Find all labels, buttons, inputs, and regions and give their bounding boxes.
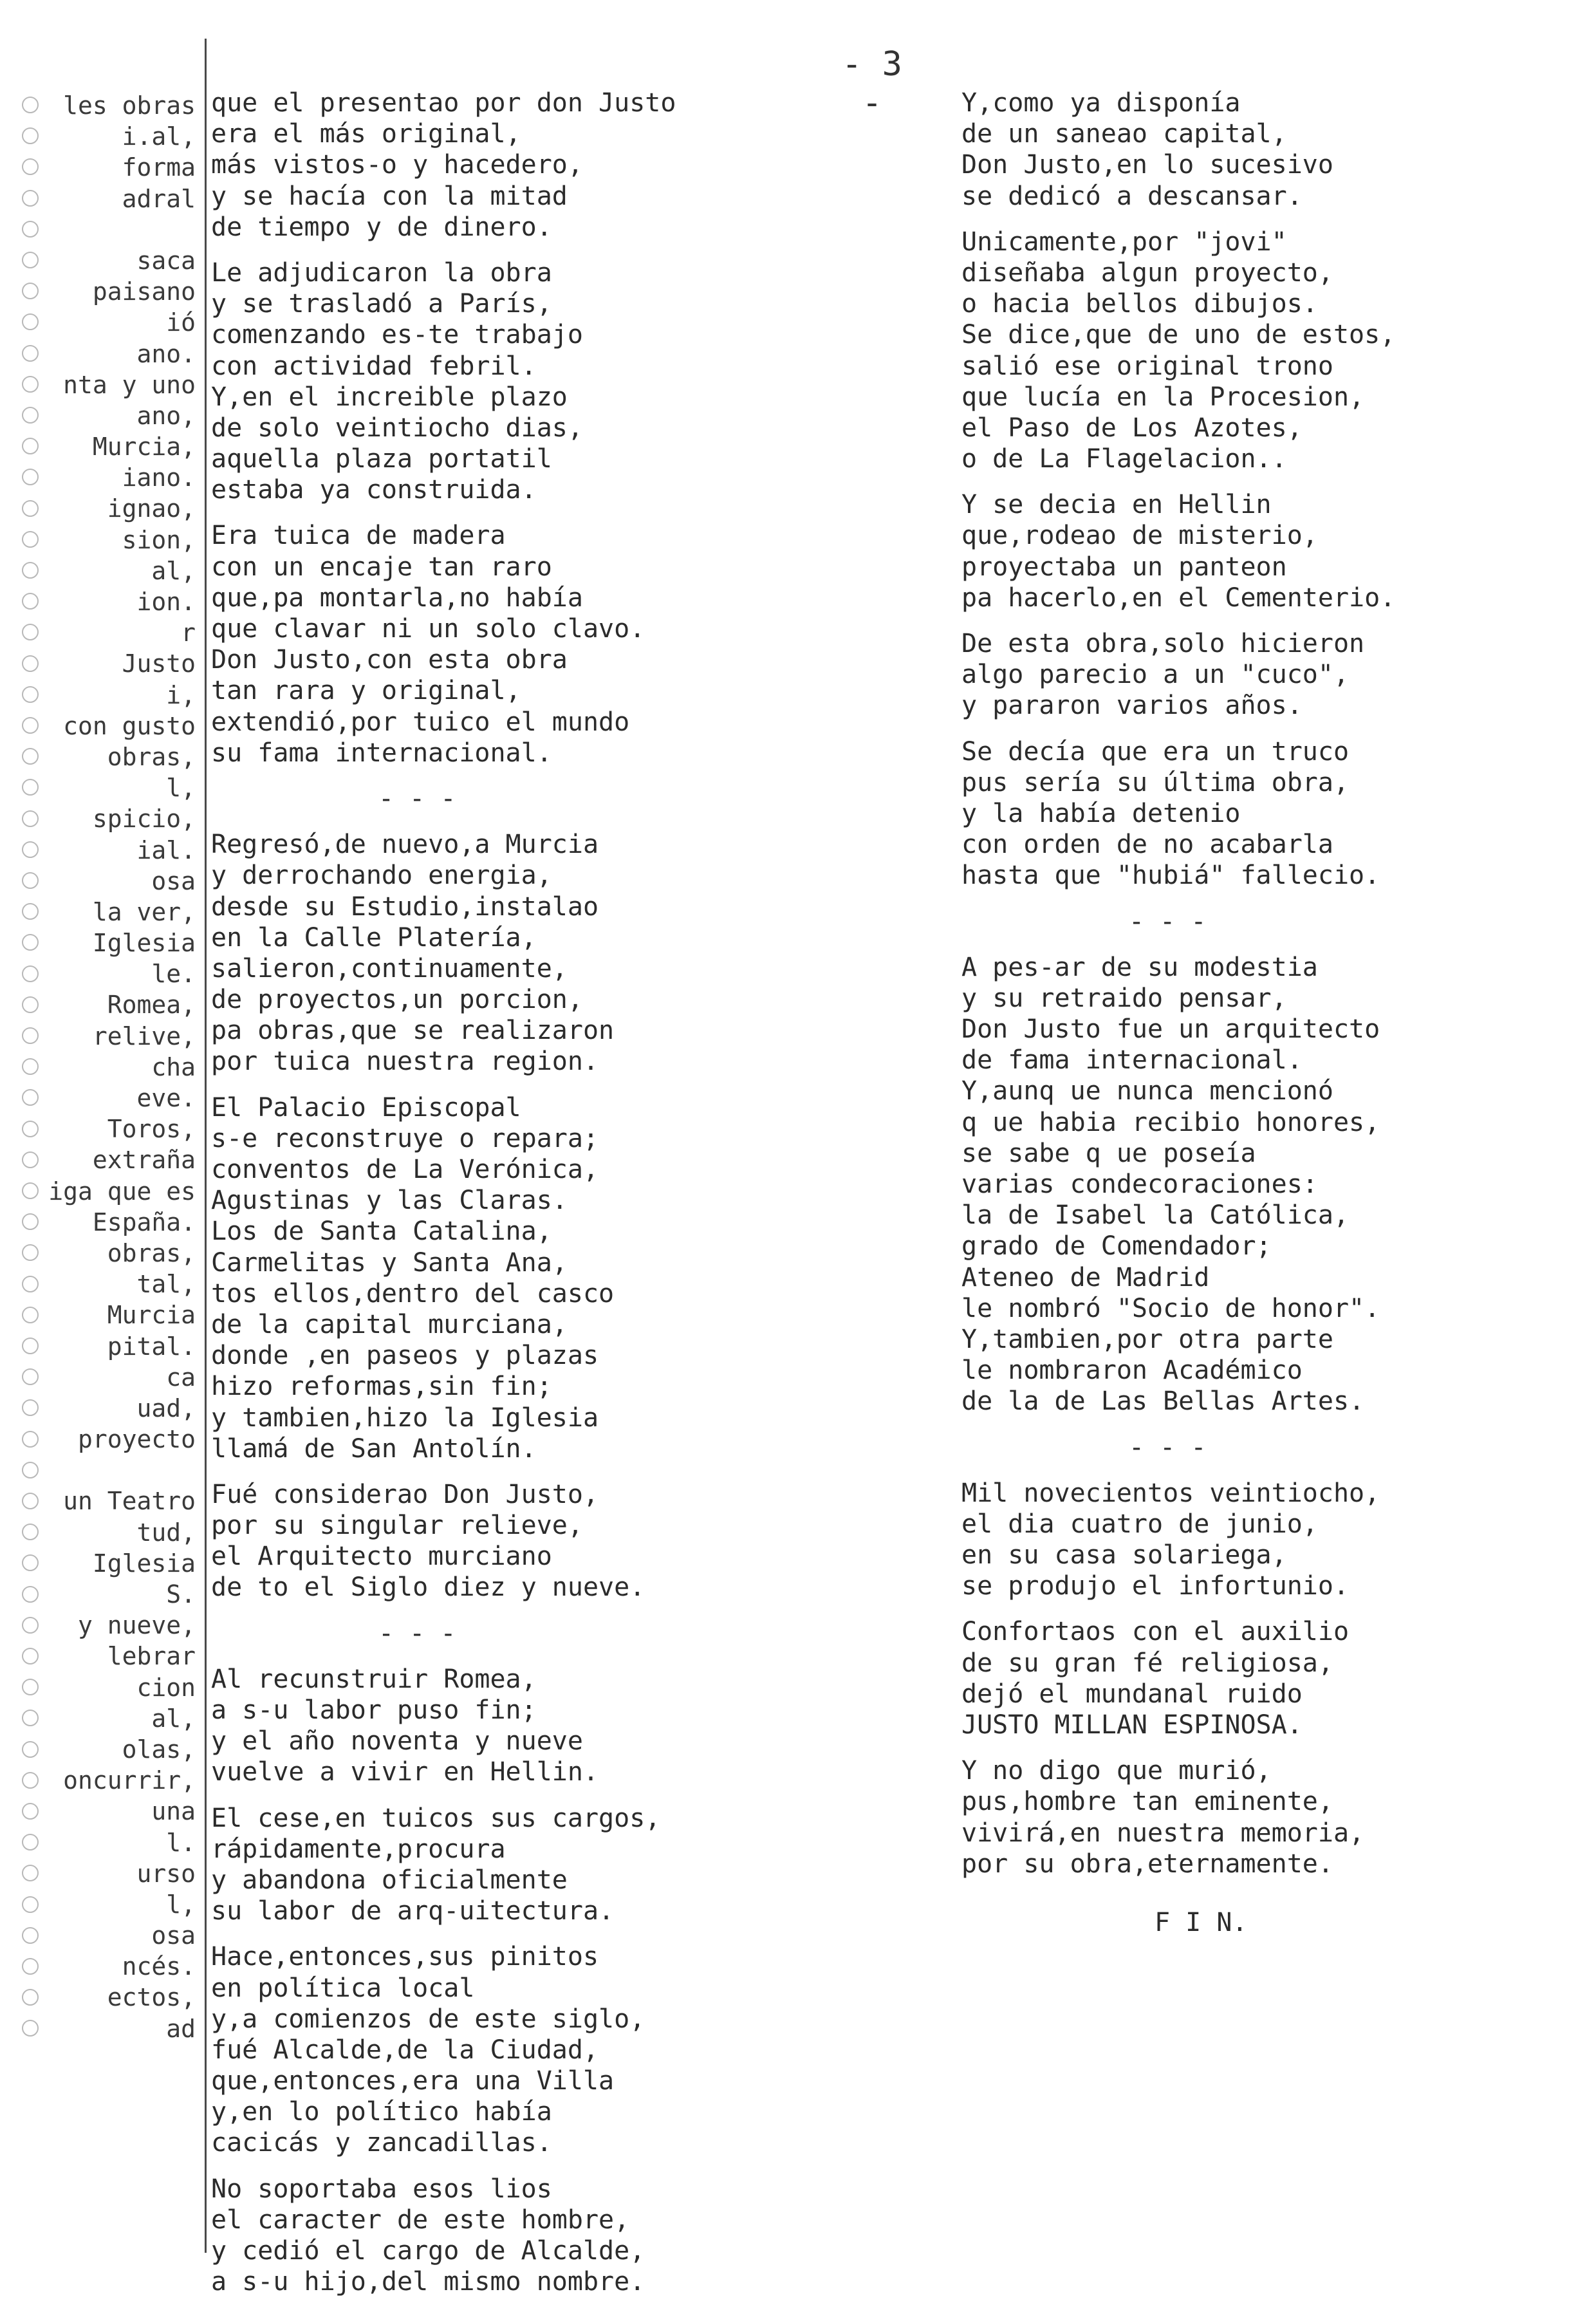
margin-fragment: S. bbox=[166, 1580, 196, 1608]
margin-fragment: Iglesia bbox=[92, 929, 196, 958]
binder-hole bbox=[22, 345, 39, 362]
poem-line: y se trasladó a París, bbox=[211, 289, 552, 319]
poem-line: Unicamente,por "jovi" bbox=[961, 227, 1287, 257]
binder-hole bbox=[22, 1058, 39, 1075]
poem-line: pa obras,que se realizaron bbox=[211, 1016, 615, 1046]
poem-line: pus sería su última obra, bbox=[961, 767, 1350, 797]
poem-line: q ue habia recibio honores, bbox=[961, 1107, 1380, 1137]
margin-fragment: Murcia, bbox=[92, 433, 196, 461]
margin-fragment: saca bbox=[136, 246, 196, 275]
margin-fragment: uad, bbox=[136, 1394, 196, 1422]
binder-hole bbox=[22, 1741, 39, 1758]
poem-line: de un saneao capital, bbox=[961, 119, 1287, 149]
poem-line: de fama internacional. bbox=[961, 1045, 1303, 1076]
binder-hole bbox=[22, 810, 39, 827]
poem-line: y pararon varios años. bbox=[961, 691, 1303, 721]
margin-fragment: tud, bbox=[136, 1518, 196, 1547]
margin-fragment: r bbox=[181, 619, 196, 648]
poem-line: y,a comienzos de este siglo, bbox=[211, 2004, 645, 2034]
poem-line: que lucía en la Procesion, bbox=[961, 382, 1365, 412]
poem-line: en política local bbox=[211, 1973, 475, 2003]
poem-line: la de Isabel la Católica, bbox=[961, 1200, 1350, 1231]
binder-hole bbox=[22, 1834, 39, 1851]
margin-fragment: Romea, bbox=[107, 991, 196, 1020]
poem-line: le nombró "Socio de honor". bbox=[961, 1293, 1380, 1323]
binder-hole bbox=[22, 1803, 39, 1820]
binder-hole bbox=[22, 1989, 39, 2006]
poem-line: Fué considerao Don Justo, bbox=[211, 1479, 599, 1509]
margin-fragment: olas, bbox=[122, 1735, 196, 1764]
margin-fragment: con gusto bbox=[63, 711, 196, 740]
poem-column-middle bbox=[211, 88, 938, 2312]
binder-hole bbox=[22, 1151, 39, 1168]
margin-fragment: relive, bbox=[92, 1021, 196, 1050]
margin-fragment: lebrar bbox=[107, 1642, 196, 1671]
margin-fragment: extraña bbox=[92, 1146, 196, 1175]
binder-hole bbox=[22, 1617, 39, 1634]
binder-hole bbox=[22, 1462, 39, 1478]
margin-fragment: tal, bbox=[136, 1270, 196, 1299]
binder-hole bbox=[22, 593, 39, 610]
binder-hole bbox=[22, 562, 39, 579]
poem-line: que,pa montarla,no había bbox=[211, 583, 583, 613]
poem-line: Era tuica de madera bbox=[211, 521, 506, 551]
poem-line: Don Justo,en lo sucesivo bbox=[961, 150, 1333, 180]
margin-fragment: ano. bbox=[136, 339, 196, 368]
poem-line: conventos de La Verónica, bbox=[211, 1155, 599, 1184]
poem-line: y tambien,hizo la Iglesia bbox=[211, 1403, 599, 1433]
margin-fragment: ca bbox=[166, 1363, 196, 1392]
margin-fragment: ignao, bbox=[107, 494, 196, 523]
poem-line: A pes-ar de su modestia bbox=[961, 952, 1318, 982]
margin-fragment: cion bbox=[136, 1673, 196, 1702]
binder-hole bbox=[22, 97, 39, 113]
binder-hole bbox=[22, 1524, 39, 1540]
poem-line: JUSTO MILLAN ESPINOSA. bbox=[961, 1710, 1303, 1740]
margin-fragment: oncurrir, bbox=[63, 1766, 196, 1795]
poem-line: dejó el mundanal ruido bbox=[961, 1679, 1303, 1709]
poem-line: su labor de arq-uitectura. bbox=[211, 1896, 615, 1926]
binder-hole bbox=[22, 1958, 39, 1975]
poem-line: Don Justo fue un arquitecto bbox=[961, 1014, 1380, 1045]
poem-line: tan rara y original, bbox=[211, 676, 521, 706]
poem-line: salió ese original trono bbox=[961, 351, 1333, 381]
poem-line: de su gran fé religiosa, bbox=[961, 1648, 1333, 1678]
binder-hole bbox=[22, 1927, 39, 1944]
poem-line: rápidamente,procura bbox=[211, 1834, 506, 1864]
poem-line: Y,en el increible plazo bbox=[211, 382, 568, 412]
poem-line: hasta que "hubiá" fallecio. bbox=[961, 861, 1380, 891]
poem-line: que clavar ni un solo clavo. bbox=[211, 614, 645, 644]
margin-fragment: España. bbox=[92, 1207, 196, 1236]
poem-line: que,entonces,era una Villa bbox=[211, 2066, 615, 2096]
poem-line: de tiempo y de dinero. bbox=[211, 212, 552, 242]
margin-fragment: ial. bbox=[136, 835, 196, 864]
margin-fragment: i.al, bbox=[122, 122, 196, 151]
poem-line: le nombraron Académico bbox=[961, 1356, 1303, 1386]
margin-fragment: i, bbox=[166, 680, 196, 709]
binder-hole bbox=[22, 221, 39, 238]
poem-line: y se hacía con la mitad bbox=[211, 181, 568, 211]
poem-line: y el año noventa y nueve bbox=[211, 1726, 583, 1757]
stanza-separator: - - - bbox=[1129, 906, 1207, 937]
margin-fragment: Iglesia bbox=[92, 1549, 196, 1578]
binder-hole bbox=[22, 903, 39, 920]
end-mark: F I N. bbox=[1155, 1907, 1248, 1937]
poem-line: No soportaba esos lios bbox=[211, 2174, 552, 2204]
poem-column-right bbox=[961, 88, 1566, 1938]
binder-hole bbox=[22, 407, 39, 424]
poem-line: aquella plaza portatil bbox=[211, 444, 552, 474]
margin-fragment: Murcia bbox=[107, 1301, 196, 1330]
poem-line: que,rodeao de misterio, bbox=[961, 521, 1318, 551]
poem-line: De esta obra,solo hicieron bbox=[961, 629, 1365, 658]
margin-fragment: Justo bbox=[122, 649, 196, 678]
binder-hole bbox=[22, 1772, 39, 1789]
binder-hole bbox=[22, 438, 39, 454]
page-number: - 3 - bbox=[842, 45, 902, 122]
poem-line: el Arquitecto murciano bbox=[211, 1542, 552, 1572]
margin-fragment: l. bbox=[166, 1828, 196, 1857]
poem-line: de to el Siglo diez y nueve. bbox=[211, 1572, 645, 1603]
poem-line: grado de Comendador; bbox=[961, 1231, 1272, 1262]
margin-fragment: ectos, bbox=[107, 1983, 196, 2012]
poem-line: salieron,continuamente, bbox=[211, 953, 568, 984]
margin-fragment: ncés. bbox=[122, 1952, 196, 1981]
poem-line: y la había detenio bbox=[961, 798, 1241, 828]
poem-line: Mil novecientos veintiocho, bbox=[961, 1478, 1380, 1508]
poem-line: que el presentao por don Justo bbox=[211, 88, 676, 118]
poem-line: el Paso de Los Azotes, bbox=[961, 413, 1303, 443]
margin-fragment: y nueve, bbox=[77, 1611, 196, 1640]
poem-line: hizo reformas,sin fin; bbox=[211, 1372, 552, 1402]
binder-hole bbox=[22, 1121, 39, 1137]
stanza-separator: - - - bbox=[378, 783, 456, 814]
poem-line: en su casa solariega, bbox=[961, 1540, 1287, 1571]
poem-line: El cese,en tuicos sus cargos, bbox=[211, 1803, 661, 1833]
margin-fragment: les obras bbox=[63, 91, 196, 120]
margin-fragment: un Teatro bbox=[63, 1487, 196, 1516]
margin-fragment: pital. bbox=[107, 1332, 196, 1361]
poem-line: Le adjudicaron la obra bbox=[211, 257, 552, 288]
margin-fragment: al, bbox=[151, 556, 196, 585]
margin-fragment: ano, bbox=[136, 401, 196, 430]
poem-line: Los de Santa Catalina, bbox=[211, 1217, 552, 1247]
binder-hole bbox=[22, 1896, 39, 1913]
margin-fragment: le. bbox=[151, 960, 196, 989]
margin-fragment: paisano bbox=[92, 277, 196, 306]
binder-hole bbox=[22, 1648, 39, 1664]
margin-fragment: proyecto bbox=[77, 1425, 196, 1454]
binder-hole bbox=[22, 190, 39, 207]
poem-line: vivirá,en nuestra memoria, bbox=[961, 1818, 1365, 1848]
poem-line: pa hacerlo,en el Cementerio. bbox=[961, 583, 1396, 613]
poem-line: con orden de no acabarla bbox=[961, 830, 1333, 860]
poem-line: por tuica nuestra region. bbox=[211, 1047, 599, 1077]
poem-line: más vistos-o y hacedero, bbox=[211, 150, 583, 180]
margin-fragment: osa bbox=[151, 1921, 196, 1950]
poem-line: se sabe q ue poseía bbox=[961, 1138, 1256, 1168]
poem-line: Al recunstruir Romea, bbox=[211, 1664, 537, 1694]
stanza-separator: - - - bbox=[378, 1618, 456, 1648]
margin-fragment: l, bbox=[166, 1890, 196, 1919]
poem-line: estaba ya construida. bbox=[211, 475, 537, 505]
poem-line: o hacia bellos dibujos. bbox=[961, 289, 1318, 319]
margin-fragment: ion. bbox=[136, 588, 196, 616]
margin-fragment: spicio, bbox=[92, 805, 196, 834]
binder-hole bbox=[22, 1338, 39, 1354]
margin-fragment: forma bbox=[122, 153, 196, 182]
poem-line: Y,como ya disponía bbox=[961, 88, 1241, 118]
binder-hole bbox=[22, 252, 39, 268]
margin-rule bbox=[205, 39, 207, 2253]
binder-hole bbox=[22, 655, 39, 672]
binder-hole bbox=[22, 1213, 39, 1230]
poem-line: El Palacio Episcopal bbox=[211, 1092, 521, 1123]
poem-line: y su retraido pensar, bbox=[961, 983, 1287, 1013]
poem-line: fué Alcalde,de la Ciudad, bbox=[211, 2035, 599, 2065]
poem-line: donde ,en paseos y plazas bbox=[211, 1341, 599, 1371]
binder-hole bbox=[22, 1276, 39, 1292]
poem-line: Confortaos con el auxilio bbox=[961, 1617, 1350, 1647]
poem-line: con actividad febril. bbox=[211, 351, 537, 381]
binder-hole bbox=[22, 283, 39, 299]
poem-line: Ateneo de Madrid bbox=[961, 1262, 1210, 1292]
poem-line: s-e reconstruye o repara; bbox=[211, 1123, 599, 1153]
poem-line: de la de Las Bellas Artes. bbox=[961, 1386, 1365, 1417]
margin-fragment: iga que es bbox=[48, 1177, 196, 1206]
binder-hole bbox=[22, 376, 39, 393]
stanza-separator: - - - bbox=[1129, 1432, 1207, 1462]
poem-line: llamá de San Antolín. bbox=[211, 1433, 537, 1464]
poem-line: desde su Estudio,instalao bbox=[211, 891, 599, 922]
margin-fragment: l, bbox=[166, 774, 196, 803]
binder-hole bbox=[22, 1679, 39, 1695]
poem-line: con un encaje tan raro bbox=[211, 552, 552, 582]
binder-hole bbox=[22, 748, 39, 765]
poem-line: vuelve a vivir en Hellin. bbox=[211, 1757, 599, 1787]
poem-line: Carmelitas y Santa Ana, bbox=[211, 1247, 568, 1278]
binder-hole bbox=[22, 531, 39, 548]
poem-line: por su singular relieve, bbox=[211, 1511, 583, 1541]
poem-line: Y no digo que murió, bbox=[961, 1756, 1272, 1786]
margin-fragment: cha bbox=[151, 1052, 196, 1081]
binder-hole bbox=[22, 686, 39, 703]
poem-line: su fama internacional. bbox=[211, 738, 552, 768]
poem-line: tos ellos,dentro del casco bbox=[211, 1278, 615, 1309]
poem-line: o de La Flagelacion.. bbox=[961, 444, 1287, 474]
binder-hole bbox=[22, 1586, 39, 1603]
binder-hole bbox=[22, 1431, 39, 1448]
poem-line: Y,tambien,por otra parte bbox=[961, 1324, 1333, 1354]
poem-line: se produjo el infortunio. bbox=[961, 1571, 1350, 1601]
poem-line: extendió,por tuico el mundo bbox=[211, 707, 630, 737]
poem-line: Don Justo,con esta obra bbox=[211, 645, 568, 675]
poem-line: Hace,entonces,sus pinitos bbox=[211, 1942, 599, 1972]
binder-hole bbox=[22, 872, 39, 889]
binder-hole bbox=[22, 1307, 39, 1323]
margin-fragment: nta y uno bbox=[63, 370, 196, 399]
margin-fragment: osa bbox=[151, 866, 196, 895]
poem-line: comenzando es-te trabajo bbox=[211, 320, 583, 350]
poem-line: diseñaba algun proyecto, bbox=[961, 257, 1333, 288]
margin-fragment: obras, bbox=[107, 742, 196, 771]
binder-hole bbox=[22, 500, 39, 517]
poem-line: se dedicó a descansar. bbox=[961, 181, 1303, 211]
poem-line: y cedió el cargo de Alcalde, bbox=[211, 2236, 645, 2266]
binder-hole bbox=[22, 965, 39, 982]
poem-line: de solo veintiocho dias, bbox=[211, 413, 583, 443]
poem-line: Y,aunq ue nunca mencionó bbox=[961, 1076, 1333, 1106]
poem-line: de la capital murciana, bbox=[211, 1309, 568, 1339]
poem-line: por su obra,eternamente. bbox=[961, 1849, 1333, 1879]
margin-fragment: obras, bbox=[107, 1238, 196, 1267]
poem-line: de proyectos,un porcion, bbox=[211, 985, 583, 1015]
margin-fragment: ió bbox=[166, 308, 196, 337]
poem-line: Y se decia en Hellin bbox=[961, 490, 1272, 520]
poem-line: cacicás y zancadillas. bbox=[211, 2128, 552, 2158]
binder-hole bbox=[22, 841, 39, 858]
poem-line: Se decía que era un truco bbox=[961, 736, 1350, 767]
binder-hole bbox=[22, 1027, 39, 1044]
poem-line: y,en lo político había bbox=[211, 2097, 552, 2127]
poem-line: pus,hombre tan eminente, bbox=[961, 1787, 1333, 1817]
binder-hole bbox=[22, 996, 39, 1013]
poem-line: Regresó,de nuevo,a Murcia bbox=[211, 830, 599, 860]
poem-line: varias condecoraciones: bbox=[961, 1170, 1318, 1199]
binder-hole bbox=[22, 1182, 39, 1199]
poem-line: el caracter de este hombre, bbox=[211, 2205, 630, 2235]
margin-fragment: Toros, bbox=[107, 1115, 196, 1144]
margin-fragment: iano. bbox=[122, 463, 196, 492]
poem-line: en la Calle Platería, bbox=[211, 922, 537, 953]
binder-hole bbox=[22, 1493, 39, 1509]
margin-fragment: al, bbox=[151, 1704, 196, 1733]
poem-line: a s-u labor puso fin; bbox=[211, 1695, 537, 1725]
poem-line: el dia cuatro de junio, bbox=[961, 1509, 1318, 1539]
margin-fragment: ad bbox=[166, 2014, 196, 2043]
margin-fragment: sion, bbox=[122, 525, 196, 554]
binder-hole bbox=[22, 1368, 39, 1385]
margin-fragment: una bbox=[151, 1797, 196, 1826]
poem-line: proyectaba un panteon bbox=[961, 552, 1287, 582]
margin-fragment: la ver, bbox=[92, 897, 196, 926]
poem-line: Se dice,que de uno de estos, bbox=[961, 320, 1396, 350]
poem-line: a s-u hijo,del mismo nombre. bbox=[211, 2267, 645, 2297]
binder-hole bbox=[22, 717, 39, 734]
binder-hole bbox=[22, 127, 39, 144]
poem-line: Agustinas y las Claras. bbox=[211, 1186, 568, 1216]
poem-line: era el más original, bbox=[211, 119, 521, 149]
poem-line: y abandona oficialmente bbox=[211, 1865, 568, 1895]
margin-fragment: urso bbox=[136, 1859, 196, 1888]
poem-line: y derrochando energia, bbox=[211, 861, 552, 891]
poem-line: algo parecio a un "cuco", bbox=[961, 660, 1350, 690]
margin-fragment: adral bbox=[122, 184, 196, 213]
margin-fragment: eve. bbox=[136, 1084, 196, 1112]
